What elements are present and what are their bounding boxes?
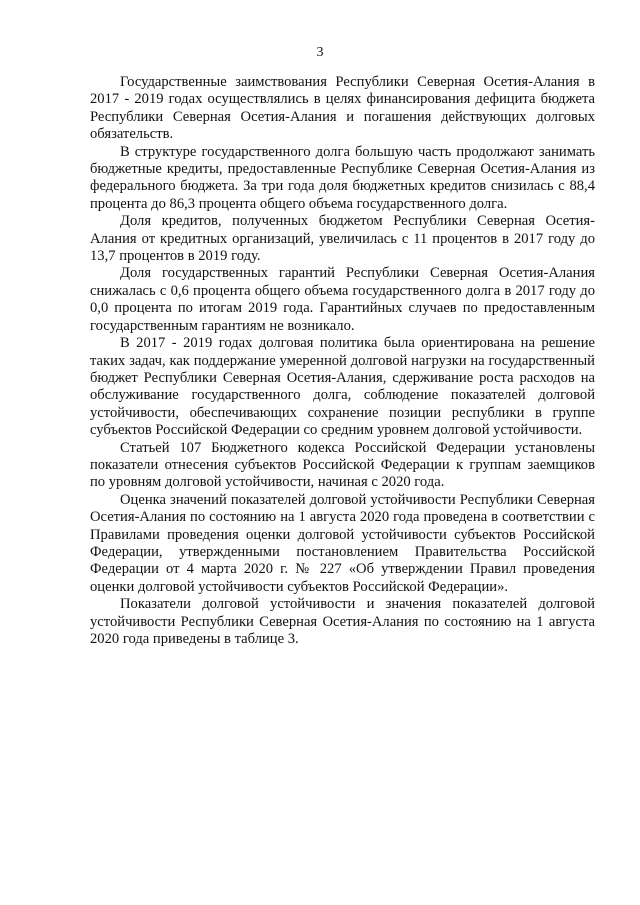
paragraph-table-reference: Показатели долговой устойчивости и значения показателей долговой устойчивости Республики Северная Осетия-Алания по состоянию на 1 августа 2020 года приведены в таблице 3. (90, 596, 595, 647)
paragraph-credit-share: Доля кредитов, полученных бюджетом Республики Северная Осетия-Алания от кредитных организаций, увеличилась с 11 процентов в 2017 году до 13,7 процентов в 2019 году. (90, 213, 595, 265)
paragraph-debt-structure: В структуре государственного долга большую часть продолжают занимать бюджетные кредиты, предоставленные Республике Северная Осетия-Алания из федерального бюджета. За три года доля бюджетных кредитов снизилась с 88,4 процента до 86,3 процента общего объема государственного долга. (90, 143, 595, 212)
paragraph-borrowings: Государственные заимствования Республики Северная Осетия-Алания в 2017 - 2019 годах осуществлялись в целях финансирования дефицита бюджета Республики Северная Осетия-Алания и погашения действующих долговых обязательств. (90, 74, 595, 143)
document-body (90, 74, 595, 648)
paragraph-debt-policy: В 2017 - 2019 годах долговая политика была ориентирована на решение таких задач, как поддержание умеренной долговой нагрузки на государственный бюджет Республики Северная Осетия-Алания, сдерживание роста расходов на обслуживание государственного долга, соблюдение показателей долговой устойчивости, обеспечивающих сохранение позиции республики в группе субъектов Российской Федерации со средним уровнем долговой устойчивости. (90, 335, 595, 439)
page-number: 3 (316, 45, 324, 60)
paragraph-budget-code: Статьей 107 Бюджетного кодекса Российской Федерации установлены показатели отнесения субъектов Российской Федерации к группам заемщиков по уровням долговой устойчивости, начиная с 2020 года. (90, 439, 595, 491)
paragraph-guarantees: Доля государственных гарантий Республики Северная Осетия-Алания снижалась с 0,6 процента общего объема государственного долга в 2017 году до 0,0 процента по итогам 2019 года. Гарантийных случаев по предоставленным государственным гарантиям не возникало. (90, 265, 595, 334)
paragraph-assessment: Оценка значений показателей долговой устойчивости Республики Северная Осетия-Алания по состоянию на 1 августа 2020 года проведена в соответствии с Правилами проведения оценки долговой устойчивости субъектов Российской Федерации, утвержденными постановлением Правительства Российской Федерации от 4 марта 2020 г. № 227 «Об утверждении Правил проведения оценки долговой устойчивости субъектов Российской Федерации». (90, 491, 595, 595)
